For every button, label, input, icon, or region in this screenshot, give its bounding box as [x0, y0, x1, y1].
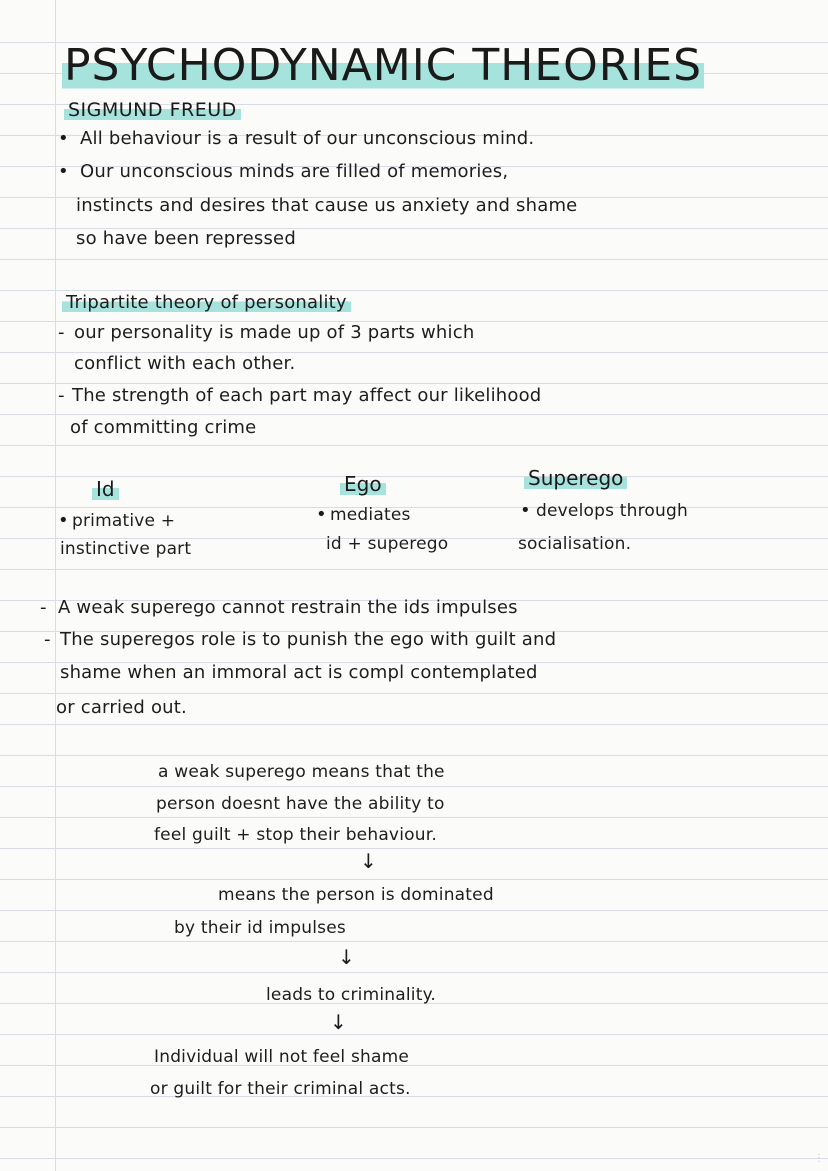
id-line-1: primative +	[72, 511, 176, 531]
superego-line-2: socialisation.	[518, 534, 632, 554]
intro-line-2: Our unconscious minds are filled of memories,	[80, 161, 509, 182]
tripartite-heading-text: Tripartite theory of personality	[62, 292, 351, 313]
ego-label-text: Ego	[340, 472, 386, 496]
superego-note-3: shame when an immoral act is compl contemplated	[60, 662, 538, 683]
intro-line-3: instincts and desires that cause us anxiety and shame	[76, 195, 578, 216]
tripartite-line-3: The strength of each part may affect our likelihood	[72, 385, 542, 406]
bullet-dot: •	[520, 500, 531, 521]
flow-step-4-line-1: Individual will not feel shame	[154, 1047, 410, 1067]
subtitle-text: SIGMUND FREUD	[64, 99, 241, 121]
flow-step-3: leads to criminality.	[266, 985, 437, 1005]
superego-note-4: or carried out.	[56, 697, 187, 718]
down-arrow-icon: ↓	[360, 849, 377, 873]
page-title-text: PSYCHODYNAMIC THEORIES	[64, 40, 703, 91]
bullet-dot: •	[58, 161, 69, 182]
flow-step-4-line-2: or guilt for their criminal acts.	[150, 1079, 411, 1099]
flow-step-2-line-2: by their id impulses	[174, 918, 346, 938]
page-title	[62, 40, 704, 92]
superego-note-2: The superegos role is to punish the ego with guilt and	[60, 629, 557, 650]
margin-line	[55, 0, 56, 1171]
subtitle	[64, 98, 241, 122]
dash-marker: -	[40, 597, 47, 618]
intro-line-4: so have been repressed	[76, 228, 296, 249]
dash-marker: -	[58, 322, 65, 343]
down-arrow-icon: ↓	[338, 945, 355, 969]
bullet-dot: •	[58, 128, 69, 149]
down-arrow-icon: ↓	[330, 1010, 347, 1034]
ego-label	[340, 472, 386, 496]
tripartite-line-2: conflict with each other.	[74, 353, 296, 374]
intro-line-1: All behaviour is a result of our unconscious mind.	[80, 128, 535, 149]
tripartite-heading	[62, 292, 351, 314]
flow-step-1-line-3: feel guilt + stop their behaviour.	[154, 825, 437, 845]
bullet-dot: •	[58, 510, 69, 531]
id-label	[92, 477, 119, 501]
superego-line-1: develops through	[536, 501, 688, 521]
flow-step-1-line-2: person doesnt have the ability to	[156, 794, 445, 814]
ego-line-1: mediates	[330, 505, 411, 525]
ego-line-2: id + superego	[326, 534, 449, 554]
flow-step-1-line-1: a weak superego means that the	[158, 762, 445, 782]
superego-label-text: Superego	[524, 466, 627, 490]
bullet-dot: •	[316, 504, 327, 525]
superego-label	[524, 466, 627, 490]
dash-marker: -	[44, 629, 51, 650]
id-label-text: Id	[92, 477, 119, 501]
superego-note-1: A weak superego cannot restrain the ids impulses	[58, 597, 518, 618]
resize-grip-icon: ⋮	[814, 1153, 824, 1164]
id-line-2: instinctive part	[60, 539, 192, 559]
dash-marker: -	[58, 385, 65, 406]
tripartite-line-4: of committing crime	[70, 417, 257, 438]
tripartite-line-1: our personality is made up of 3 parts which	[74, 322, 475, 343]
flow-step-2-line-1: means the person is dominated	[218, 885, 494, 905]
